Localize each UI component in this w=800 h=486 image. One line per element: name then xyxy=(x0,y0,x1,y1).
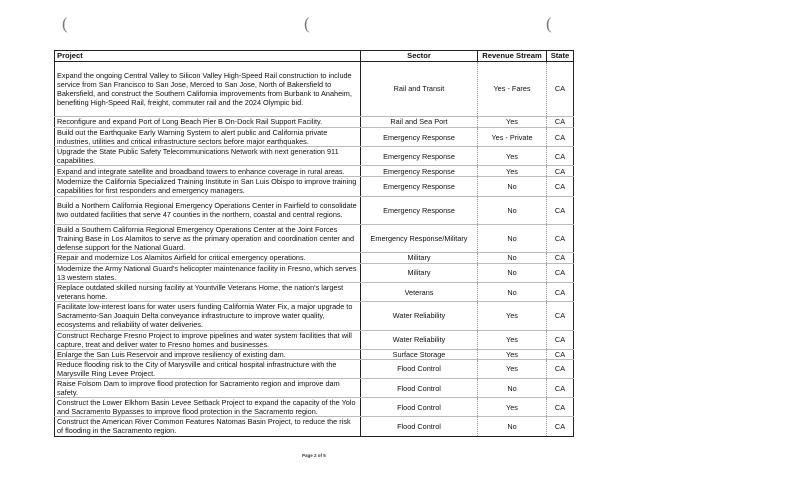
sector-cell: Flood Control xyxy=(361,417,478,436)
sector-cell: Surface Storage xyxy=(361,349,478,359)
project-cell: Build a Southern California Regional Emergency Operations Center at the Joint Forces Training Base in Los Alamitos to serve as the primary operation and coordination center and defense support for the National Guard. xyxy=(55,224,361,252)
table-body xyxy=(55,62,574,437)
sector-cell: Emergency Response xyxy=(361,147,478,166)
state-cell: CA xyxy=(547,224,574,252)
table-row xyxy=(55,283,574,302)
header-state: State xyxy=(547,51,574,62)
project-cell: Modernize the Army National Guard's helicopter maintenance facility in Fresno, which serves 13 western states. xyxy=(55,263,361,282)
revenue-stream-cell: No xyxy=(478,196,547,224)
sector-cell: Military xyxy=(361,263,478,282)
table-row xyxy=(55,252,574,263)
state-cell: CA xyxy=(547,398,574,417)
projects-table xyxy=(54,50,574,437)
sector-cell: Water Reliability xyxy=(361,330,478,349)
revenue-stream-cell: No xyxy=(478,252,547,263)
sector-cell: Flood Control xyxy=(361,398,478,417)
revenue-stream-cell: Yes xyxy=(478,147,547,166)
revenue-stream-cell: Yes xyxy=(478,302,547,330)
project-cell: Build a Northern California Regional Emergency Operations Center in Fairfield to consolidate two outdated facilities that serve 47 counties in the northern, coastal and central regions. xyxy=(55,196,361,224)
table-row xyxy=(55,378,574,397)
state-cell: CA xyxy=(547,196,574,224)
state-cell: CA xyxy=(547,349,574,359)
table-row xyxy=(55,359,574,378)
table-row xyxy=(55,330,574,349)
state-cell: CA xyxy=(547,128,574,147)
table-row xyxy=(55,196,574,224)
table-row xyxy=(55,177,574,196)
table-header-row xyxy=(55,51,574,62)
project-cell: Expand and integrate satellite and broadband towers to enhance coverage in rural areas. xyxy=(55,166,361,177)
project-cell: Reconfigure and expand Port of Long Beach Pier B On-Dock Rail Support Facility. xyxy=(55,117,361,128)
state-cell: CA xyxy=(547,252,574,263)
sector-cell: Military xyxy=(361,252,478,263)
table-row xyxy=(55,302,574,330)
table-row xyxy=(55,166,574,177)
state-cell: CA xyxy=(547,330,574,349)
project-cell: Reduce flooding risk to the City of Marysville and critical hospital infrastructure with the Marysville Ring Levee Project. xyxy=(55,359,361,378)
sector-cell: Emergency Response xyxy=(361,166,478,177)
project-cell: Expand the ongoing Central Valley to Silicon Valley High-Speed Rail construction to include service from San Francisco to San Jose, Merced to San Jose, North of Bakersfield to Bakersfield, and construct the Southern California improvements from Burbank to Anaheim, benefiting High-Speed Rail, freight, commuter rail and the 2024 Olympic bid. xyxy=(55,62,361,117)
table-row xyxy=(55,224,574,252)
state-cell: CA xyxy=(547,359,574,378)
sector-cell: Veterans xyxy=(361,283,478,302)
page-number: Page 2 of 5 xyxy=(302,453,326,458)
sector-cell: Water Reliability xyxy=(361,302,478,330)
revenue-stream-cell: Yes xyxy=(478,359,547,378)
revenue-stream-cell: Yes xyxy=(478,117,547,128)
table-row xyxy=(55,417,574,436)
scan-mark-right: ( xyxy=(546,14,552,33)
sector-cell: Flood Control xyxy=(361,359,478,378)
revenue-stream-cell: No xyxy=(478,263,547,282)
sector-cell: Emergency Response xyxy=(361,196,478,224)
revenue-stream-cell: No xyxy=(478,417,547,436)
state-cell: CA xyxy=(547,62,574,117)
header-revenue-stream: Revenue Stream xyxy=(478,51,547,62)
sector-cell: Rail and Sea Port xyxy=(361,117,478,128)
state-cell: CA xyxy=(547,263,574,282)
revenue-stream-cell: Yes xyxy=(478,166,547,177)
project-cell: Construct the American River Common Features Natomas Basin Project, to reduce the risk of flooding in the Sacramento region. xyxy=(55,417,361,436)
state-cell: CA xyxy=(547,117,574,128)
state-cell: CA xyxy=(547,166,574,177)
revenue-stream-cell: Yes - Fares xyxy=(478,62,547,117)
sector-cell: Flood Control xyxy=(361,378,478,397)
project-cell: Enlarge the San Luis Reservoir and improve resiliency of existing dam. xyxy=(55,349,361,359)
revenue-stream-cell: Yes xyxy=(478,330,547,349)
state-cell: CA xyxy=(547,378,574,397)
project-cell: Repair and modernize Los Alamitos Airfield for critical emergency operations. xyxy=(55,252,361,263)
table-row xyxy=(55,147,574,166)
table-row xyxy=(55,263,574,282)
project-cell: Construct the Lower Elkhorn Basin Levee Setback Project to expand the capacity of the Yolo and Sacramento Bypasses to improve flood protection in the Sacramento region. xyxy=(55,398,361,417)
revenue-stream-cell: No xyxy=(478,378,547,397)
scan-mark-center: ( xyxy=(304,14,310,33)
project-cell: Raise Folsom Dam to improve flood protection for Sacramento region and improve dam safety. xyxy=(55,378,361,397)
table-row xyxy=(55,398,574,417)
scan-mark-left: ( xyxy=(62,14,68,33)
table-row xyxy=(55,62,574,117)
revenue-stream-cell: No xyxy=(478,177,547,196)
project-cell: Facilitate low-interest loans for water users funding California Water Fix, a major upgrade to Sacramento-San Joaquin Delta conveyance infrastructure to improve water quality, ecosystems and reliability of water deliveries. xyxy=(55,302,361,330)
sector-cell: Rail and Transit xyxy=(361,62,478,117)
project-cell: Modernize the California Specialized Training Institute in San Luis Obispo to improve training capabilities for first responders and emergency managers. xyxy=(55,177,361,196)
sector-cell: Emergency Response xyxy=(361,128,478,147)
project-cell: Construct Recharge Fresno Project to improve pipelines and water system facilities that will capture, treat and deliver water to Fresno homes and businesses. xyxy=(55,330,361,349)
revenue-stream-cell: No xyxy=(478,283,547,302)
state-cell: CA xyxy=(547,417,574,436)
table-row xyxy=(55,117,574,128)
state-cell: CA xyxy=(547,177,574,196)
revenue-stream-cell: Yes - Private xyxy=(478,128,547,147)
table-row xyxy=(55,349,574,359)
sector-cell: Emergency Response xyxy=(361,177,478,196)
header-sector: Sector xyxy=(361,51,478,62)
project-cell: Build out the Earthquake Early Warning System to alert public and California private industries, utilities and critical infrastructure sectors before major earthquakes. xyxy=(55,128,361,147)
state-cell: CA xyxy=(547,302,574,330)
revenue-stream-cell: No xyxy=(478,224,547,252)
project-cell: Upgrade the State Public Safety Telecommunications Network with next generation 911 capabilities. xyxy=(55,147,361,166)
state-cell: CA xyxy=(547,283,574,302)
header-project: Project xyxy=(55,51,361,62)
table-row xyxy=(55,128,574,147)
sector-cell: Emergency Response/Military xyxy=(361,224,478,252)
revenue-stream-cell: Yes xyxy=(478,398,547,417)
revenue-stream-cell: Yes xyxy=(478,349,547,359)
state-cell: CA xyxy=(547,147,574,166)
project-cell: Replace outdated skilled nursing facility at Yountville Veterans Home, the nation's largest veterans home. xyxy=(55,283,361,302)
